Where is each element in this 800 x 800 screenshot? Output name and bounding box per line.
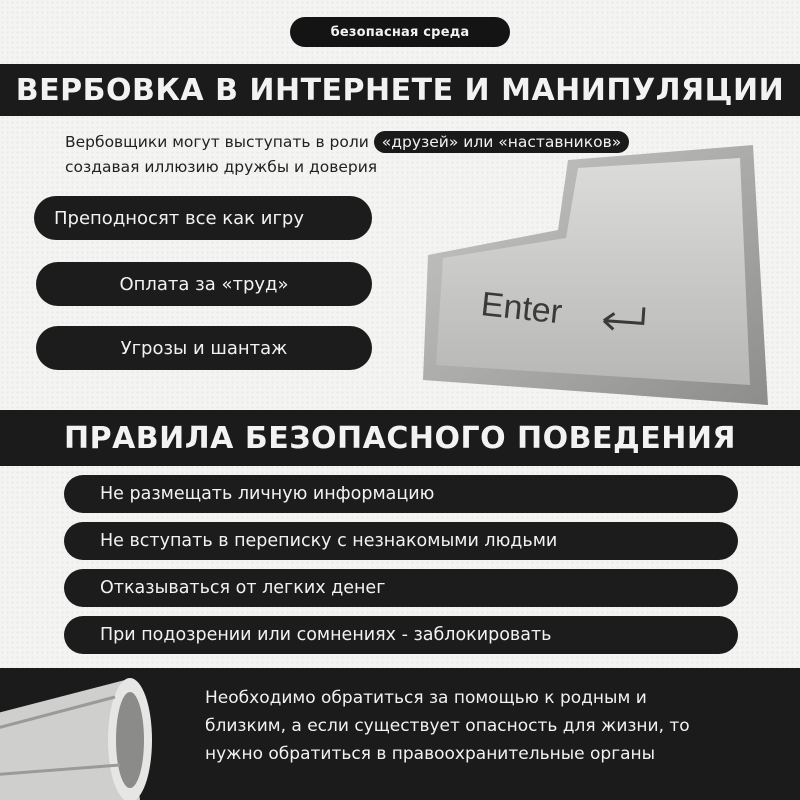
footer-line: близким, а если существует опасность для жизни, то xyxy=(205,716,690,736)
method-label: Преподносят все как игру xyxy=(54,207,305,229)
rule-item: Не вступать в переписку с незнакомыми людьми xyxy=(64,522,738,560)
key-label: Enter xyxy=(479,285,564,332)
footer-line: нужно обратиться в правоохранительные органы xyxy=(205,744,656,764)
intro-after: создавая иллюзию дружбы и доверия xyxy=(65,158,378,176)
header-badge: безопасная среда xyxy=(290,17,510,47)
method-label: Угрозы и шантаж xyxy=(120,337,288,359)
intro-before: Вербовщики могут выступать в роли xyxy=(65,133,374,151)
rule-item: Не размещать личную информацию xyxy=(64,475,738,513)
section-title-recruitment: ВЕРБОВКА В ИНТЕРНЕТЕ И МАНИПУЛЯЦИИ xyxy=(0,64,800,116)
method-pill xyxy=(34,196,372,240)
enter-key-image xyxy=(408,140,788,420)
footer-text xyxy=(205,684,785,768)
rule-item: При подозрении или сомнениях - заблокировать xyxy=(64,616,738,654)
megaphone-icon xyxy=(0,625,190,800)
method-pill xyxy=(36,262,372,306)
section-title-rules: ПРАВИЛА БЕЗОПАСНОГО ПОВЕДЕНИЯ xyxy=(0,410,800,466)
intro-highlight: «друзей» или «наставников» xyxy=(374,131,629,153)
method-pill xyxy=(36,326,372,370)
rule-item: Отказываться от легких денег xyxy=(64,569,738,607)
footer-line: Необходимо обратиться за помощью к родным и xyxy=(205,688,647,708)
method-label: Оплата за «труд» xyxy=(119,273,289,295)
